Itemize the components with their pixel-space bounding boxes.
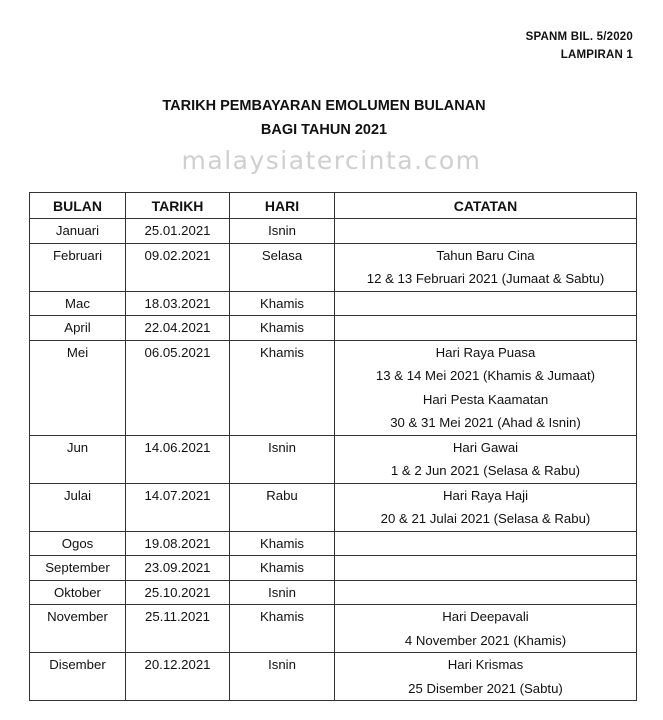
catatan-line — [335, 219, 636, 243]
cell-bulan — [30, 605, 126, 653]
cell-bulan-text: April — [64, 320, 91, 335]
cell-tarikh — [126, 483, 230, 531]
document-reference — [526, 28, 633, 64]
cell-catatan — [335, 531, 637, 556]
table-row — [30, 435, 637, 483]
cell-catatan — [335, 556, 637, 581]
catatan-line: Tahun Baru Cina — [436, 247, 535, 263]
cell-hari — [230, 483, 335, 531]
cell-bulan — [30, 243, 126, 291]
catatan-line: 1 & 2 Jun 2021 (Selasa & Rabu) — [390, 463, 581, 478]
cell-catatan — [335, 653, 637, 701]
catatan-line: 30 & 31 Mei 2021 (Ahad & Isnin) — [390, 415, 581, 430]
cell-tarikh — [126, 653, 230, 701]
table-row — [30, 291, 637, 316]
title-line-2: BAGI TAHUN 2021 — [260, 122, 388, 138]
cell-hari-text: Isnin — [268, 439, 296, 455]
cell-tarikh-text: 22.04.2021 — [144, 320, 211, 335]
cell-bulan — [30, 219, 126, 244]
cell-hari — [230, 291, 335, 316]
header-catatan: CATATAN — [335, 193, 637, 219]
cell-bulan — [30, 556, 126, 581]
cell-tarikh — [126, 291, 230, 316]
cell-catatan — [335, 435, 637, 483]
cell-hari-text: Khamis — [260, 344, 304, 360]
table-row — [30, 556, 637, 581]
cell-catatan — [335, 580, 637, 605]
document-title — [0, 94, 648, 142]
cell-tarikh-text: 06.05.2021 — [144, 344, 211, 360]
cell-tarikh-text: 25.11.2021 — [144, 609, 211, 624]
cell-hari — [230, 556, 335, 581]
cell-tarikh-text: 25.10.2021 — [144, 584, 211, 600]
cell-hari-text: Khamis — [260, 560, 304, 575]
cell-bulan-text: Mei — [66, 344, 89, 360]
cell-bulan-text: Oktober — [54, 584, 101, 600]
cell-hari-text: Isnin — [268, 584, 296, 600]
cell-bulan — [30, 653, 126, 701]
cell-hari — [230, 653, 335, 701]
cell-tarikh-text: 19.08.2021 — [144, 535, 211, 551]
catatan-line — [335, 556, 636, 580]
catatan-line — [335, 316, 636, 340]
cell-tarikh — [126, 219, 230, 244]
catatan-line: 13 & 14 Mei 2021 (Khamis & Jumaat) — [375, 368, 596, 383]
header-hari: HARI — [230, 193, 335, 219]
cell-bulan — [30, 580, 126, 605]
cell-bulan-text: September — [45, 560, 110, 575]
cell-tarikh-text: 14.07.2021 — [144, 487, 211, 503]
cell-hari — [230, 316, 335, 341]
cell-bulan — [30, 316, 126, 341]
catatan-line: Hari Gawai — [452, 439, 519, 455]
reference-number: SPANM BIL. 5/2020 — [525, 31, 633, 43]
cell-hari — [230, 531, 335, 556]
cell-catatan — [335, 483, 637, 531]
cell-hari-text: Rabu — [266, 487, 298, 503]
cell-catatan — [335, 605, 637, 653]
table-row — [30, 653, 637, 701]
cell-tarikh — [126, 316, 230, 341]
table-row — [30, 316, 637, 341]
cell-bulan — [30, 435, 126, 483]
catatan-line: Hari Deepavali — [442, 609, 529, 624]
cell-bulan-text: Disember — [49, 657, 106, 672]
cell-bulan-text: Februari — [52, 247, 103, 263]
cell-hari-text: Khamis — [260, 535, 304, 551]
cell-hari — [230, 580, 335, 605]
cell-hari — [230, 435, 335, 483]
catatan-line: 20 & 21 Julai 2021 (Selasa & Rabu) — [380, 511, 591, 526]
cell-hari — [230, 219, 335, 244]
cell-bulan — [30, 483, 126, 531]
catatan-line: Hari Raya Haji — [442, 487, 528, 503]
watermark: malaysiatercinta.com — [181, 146, 482, 175]
cell-hari-text: Isnin — [268, 657, 296, 672]
table-row — [30, 340, 637, 435]
table-row — [30, 531, 637, 556]
cell-hari — [230, 243, 335, 291]
catatan-line: 12 & 13 Februari 2021 (Jumaat & Sabtu) — [366, 271, 605, 286]
cell-hari-text: Selasa — [261, 247, 303, 263]
cell-hari-text: Khamis — [260, 295, 304, 311]
table-row — [30, 580, 637, 605]
cell-tarikh — [126, 340, 230, 435]
catatan-line: 4 November 2021 (Khamis) — [404, 632, 567, 648]
table-row — [30, 243, 637, 291]
cell-tarikh-text: 25.01.2021 — [144, 223, 211, 238]
title-line-1: TARIKH PEMBAYARAN EMOLUMEN BULANAN — [162, 98, 486, 114]
table-row — [30, 605, 637, 653]
cell-bulan — [30, 340, 126, 435]
table-row — [30, 483, 637, 531]
cell-tarikh-text: 09.02.2021 — [144, 247, 211, 263]
cell-tarikh — [126, 605, 230, 653]
cell-tarikh — [126, 580, 230, 605]
header-bulan: BULAN — [30, 193, 126, 219]
cell-bulan-text: Januari — [55, 223, 100, 238]
cell-hari-text: Khamis — [260, 609, 304, 624]
table-body — [30, 219, 637, 701]
cell-tarikh — [126, 243, 230, 291]
cell-tarikh-text: 18.03.2021 — [144, 295, 211, 311]
cell-hari — [230, 340, 335, 435]
cell-tarikh-text: 23.09.2021 — [144, 560, 211, 575]
catatan-line — [335, 532, 636, 556]
cell-catatan — [335, 291, 637, 316]
cell-tarikh-text: 14.06.2021 — [144, 439, 211, 455]
catatan-line: 25 Disember 2021 (Sabtu) — [408, 680, 563, 696]
cell-catatan — [335, 340, 637, 435]
payment-schedule-table — [29, 192, 637, 701]
catatan-line — [335, 292, 636, 316]
cell-bulan — [30, 291, 126, 316]
cell-bulan-text: Mac — [65, 295, 90, 311]
cell-tarikh — [126, 556, 230, 581]
cell-bulan-text: Jun — [66, 439, 89, 455]
cell-catatan — [335, 219, 637, 244]
catatan-line: Hari Raya Puasa — [435, 344, 536, 360]
cell-bulan-text: Ogos — [61, 535, 94, 551]
cell-tarikh — [126, 435, 230, 483]
cell-bulan-text: November — [47, 609, 108, 624]
attachment-label: LAMPIRAN 1 — [560, 49, 633, 61]
table-row — [30, 219, 637, 244]
cell-hari-text: Isnin — [268, 223, 296, 238]
cell-tarikh — [126, 531, 230, 556]
header-tarikh: TARIKH — [126, 193, 230, 219]
cell-bulan-text: Julai — [63, 487, 92, 503]
cell-catatan — [335, 243, 637, 291]
cell-tarikh-text: 20.12.2021 — [144, 657, 211, 672]
cell-hari — [230, 605, 335, 653]
catatan-line: Hari Pesta Kaamatan — [422, 391, 549, 407]
cell-bulan — [30, 531, 126, 556]
table-header-row — [30, 193, 637, 219]
catatan-line: Hari Krismas — [447, 657, 524, 672]
cell-hari-text: Khamis — [260, 320, 304, 335]
cell-catatan — [335, 316, 637, 341]
catatan-line — [335, 581, 636, 605]
